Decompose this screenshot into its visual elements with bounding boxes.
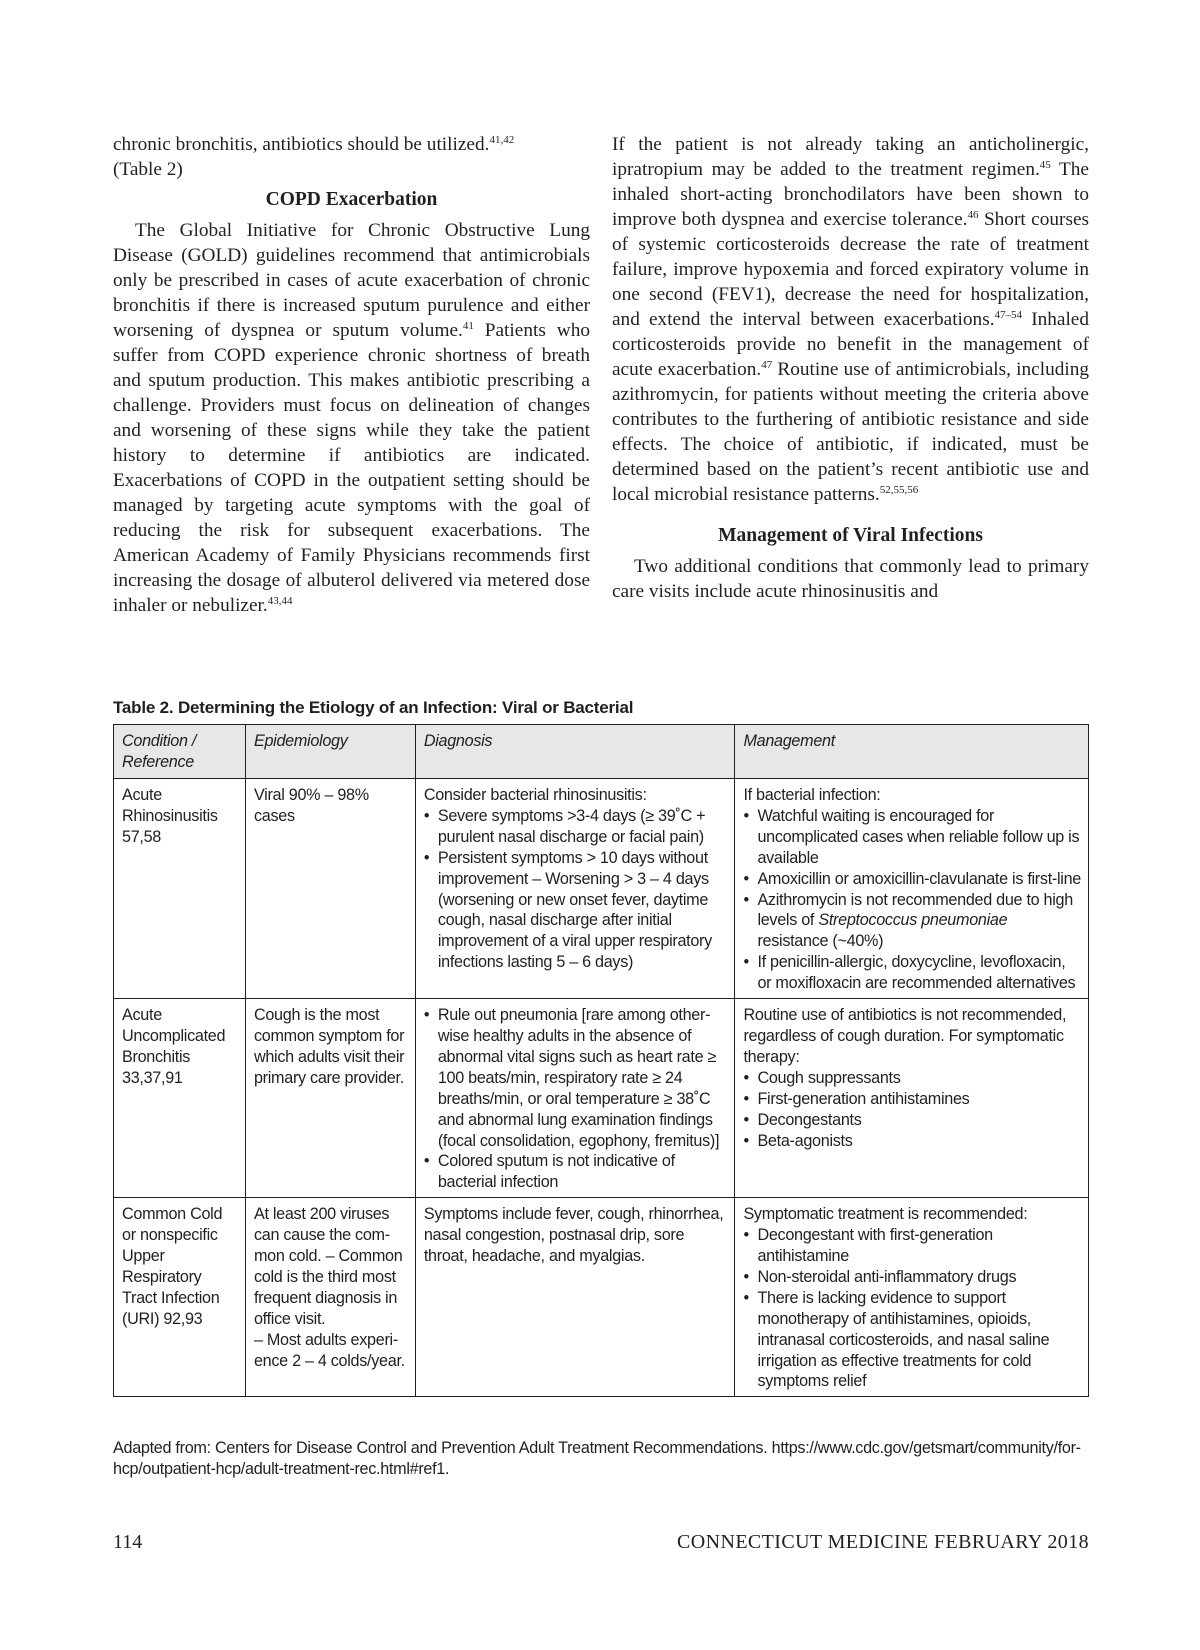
- cell-diagnosis: [415, 779, 735, 999]
- citation: 46: [967, 209, 979, 221]
- cell-condition: Acute Rhinosinusitis 57,58: [114, 779, 246, 999]
- citation: 43,44: [267, 595, 293, 607]
- management-list: [743, 1068, 1081, 1152]
- list-item: • Amoxicillin or amoxicillin-clavulanate is first-line: [743, 869, 1081, 890]
- management-intro: Symptomatic treatment is recommended:: [743, 1205, 1028, 1224]
- cell-diagnosis: [415, 999, 735, 1198]
- cell-condition: Acute Uncomplicated Bronchitis 33,37,91: [114, 999, 246, 1198]
- table-source-note: Adapted from: Centers for Disease Control and Prevention Adult Treatment Recommendations. https://www.cdc.gov/getsmart/community/for-hcp/outpatient-hcp/adult-treatment-rec.html#ref1.: [113, 1439, 1081, 1478]
- text: If the patient is not already taking an anticholinergic, ipratropium may be added to the treatment regimen.: [612, 134, 1089, 180]
- management-intro: Routine use of antibiotics is not recommended, regardless of cough duration. For symptomatic therapy:: [743, 1006, 1067, 1066]
- citation: 45: [1039, 159, 1051, 171]
- right-column: [612, 132, 1089, 618]
- cell-condition: Common Cold or nonspecific Upper Respiratory Tract Infection (URI) 92,93: [114, 1198, 246, 1397]
- list-item: • Decongestants: [743, 1110, 1081, 1131]
- section-heading-viral: Management of Viral Infections: [718, 525, 983, 546]
- citation: 41: [462, 320, 474, 332]
- list-item: • If penicillin-allergic, doxycycline, levofloxacin, or moxifloxacin are recommended alternatives: [743, 952, 1081, 994]
- text: resistance (~40%): [757, 932, 884, 951]
- citation: 47–54: [994, 309, 1023, 321]
- cell-epidemiology: [245, 1198, 415, 1397]
- body-columns: [113, 132, 1089, 618]
- text: The Global Initiative for Chronic Obstructive Lung Disease (GOLD) guidelines recommend that antimicrobials only be prescribed in cases of acute exacerbation of chronic bronchitis if there is increased sputum purulence and either worsening of dyspnea or sputum volume.: [113, 220, 590, 341]
- header-diagnosis: Diagnosis: [415, 725, 735, 779]
- paragraph-copd: [113, 218, 590, 618]
- header-management: Management: [735, 725, 1089, 779]
- paragraph-continued: [113, 132, 590, 182]
- table-row: [114, 1198, 1089, 1397]
- diagnosis-list: [424, 1005, 728, 1193]
- table-row: [114, 999, 1089, 1198]
- list-item: • There is lacking evidence to support monotherapy of antihistamines, opioids, intranasal corticosteroids, and nasal saline irrigation as effective treatments for cold symptoms relief: [743, 1288, 1081, 1393]
- text: Routine use of antimicrobials, including azithromycin, for patients without meeting the criteria above contributes to the furthering of antibiotic resistance and side effects. The choice of antibiotic, if indicated, must be determined based on the patient’s recent antibiotic use and local microbial resistance patterns.: [612, 359, 1089, 505]
- list-item: • Persistent symptoms > 10 days without improvement – Worsening > 3 – 4 days (worsening or new onset fever, daytime cough, nasal discharge after initial improvement of a viral upper respiratory infections lasting 5 – 6 days): [424, 848, 728, 973]
- epidemiology-text: At least 200 viruses can cause the common cold. – Common cold is the third most frequent diagnosis in office visit.: [253, 1205, 403, 1328]
- text: (Table 2): [113, 159, 183, 180]
- table-caption: Table 2. Determining the Etiology of an Infection: Viral or Bacterial: [113, 698, 634, 717]
- text: The inhaled short-acting bronchodilators have been shown to improve both dyspnea and exercise tolerance.: [612, 159, 1089, 230]
- citation: 47: [761, 359, 773, 371]
- cell-epidemiology: Cough is the most common symptom for which adults visit their primary care provider.: [245, 999, 415, 1198]
- table-row: [114, 779, 1089, 999]
- list-item: [743, 890, 1081, 953]
- section-heading-copd: COPD Exacerbation: [265, 189, 438, 210]
- diagnosis-intro: Consider bacterial rhinosinusitis:: [423, 786, 647, 804]
- citation: 52,55,56: [879, 484, 919, 496]
- header-epidemiology: Epidemiology: [245, 725, 415, 779]
- list-item: • Non-steroidal anti-inflammatory drugs: [743, 1267, 1081, 1288]
- diagnosis-list: [424, 806, 728, 973]
- epidemiology-text: – Most adults experience 2 – 4 colds/year.: [253, 1330, 405, 1370]
- text: chronic bronchitis, antibiotics should be utilized.: [113, 134, 490, 155]
- cell-management: [735, 779, 1089, 999]
- list-item: • Rule out pneumonia [rare among otherwise healthy adults in the absence of abnormal vital signs such as heart rate ≥ 100 beats/min, respiratory rate ≥ 24 breaths/min, or oral temperature ≥ 38˚C and abnormal lung examination findings (focal consolidation, egophony, fremitus)]: [424, 1005, 728, 1151]
- list-item: • First-generation antihistamines: [743, 1089, 1081, 1110]
- cell-management: [735, 999, 1089, 1198]
- list-item: • Beta-agonists: [743, 1131, 1081, 1152]
- management-list: [743, 1225, 1081, 1392]
- management-intro: If bacterial infection:: [743, 786, 881, 804]
- citation: 41,42: [489, 134, 515, 146]
- table-header-row: [114, 725, 1089, 779]
- species-name: Streptococcus pneumoniae: [818, 911, 1008, 930]
- text: Patients who suffer from COPD experience chronic shortness of breath and sputum production. This makes antibiotic prescribing a challenge. Providers must focus on delineation of changes and worsening of these signs while they take the patient history to determine if antibiotics are indicated. Exacerbations of COPD in the outpatient setting should be managed by targeting acute symptoms with the goal of reducing the risk for subsequent exacerbations. The American Academy of Family Physicians recommends first increasing the dosage of albuterol delivered via metered dose inhaler or nebulizer.: [113, 320, 590, 616]
- left-column: [113, 132, 590, 618]
- etiology-table: [113, 724, 1089, 1397]
- header-condition: Condition / Reference: [114, 725, 246, 779]
- cell-diagnosis: Symptoms include fever, cough, rhinorrhea, nasal congestion, postnasal drip, sore throat, headache, and myalgias.: [415, 1198, 735, 1397]
- management-list: [743, 806, 1081, 994]
- text: Inhaled corticosteroids provide no benefit in the management of acute exacerbation.: [612, 309, 1090, 380]
- cell-epidemiology: Viral 90% – 98% cases: [245, 779, 415, 999]
- page-number: 114: [113, 1531, 143, 1553]
- paragraph-viral: Two additional conditions that commonly lead to primary care visits include acute rhinosinusitis and: [612, 556, 1089, 602]
- list-item: • Colored sputum is not indicative of bacterial infection: [424, 1151, 728, 1193]
- paragraph-copd-cont: [612, 132, 1089, 507]
- list-item: • Watchful waiting is encouraged for uncomplicated cases when reliable follow up is available: [743, 806, 1081, 869]
- running-footer: CONNECTICUT MEDICINE FEBRUARY 2018: [677, 1531, 1089, 1553]
- list-item: • Cough suppressants: [743, 1068, 1081, 1089]
- text: Azithromycin is not recommended due to high levels of: [757, 890, 1073, 930]
- list-item: • Decongestant with first-generation antihistamine: [743, 1225, 1081, 1267]
- list-item: • Severe symptoms >3-4 days (≥ 39˚C + purulent nasal discharge or facial pain): [424, 806, 728, 848]
- cell-management: [735, 1198, 1089, 1397]
- text: Short courses of systemic corticosteroids decrease the rate of treatment failure, improve hypoxemia and forced expiratory volume in one second (FEV1), decrease the need for hospitalization, and extend the interval between exacerbations.: [612, 209, 1090, 330]
